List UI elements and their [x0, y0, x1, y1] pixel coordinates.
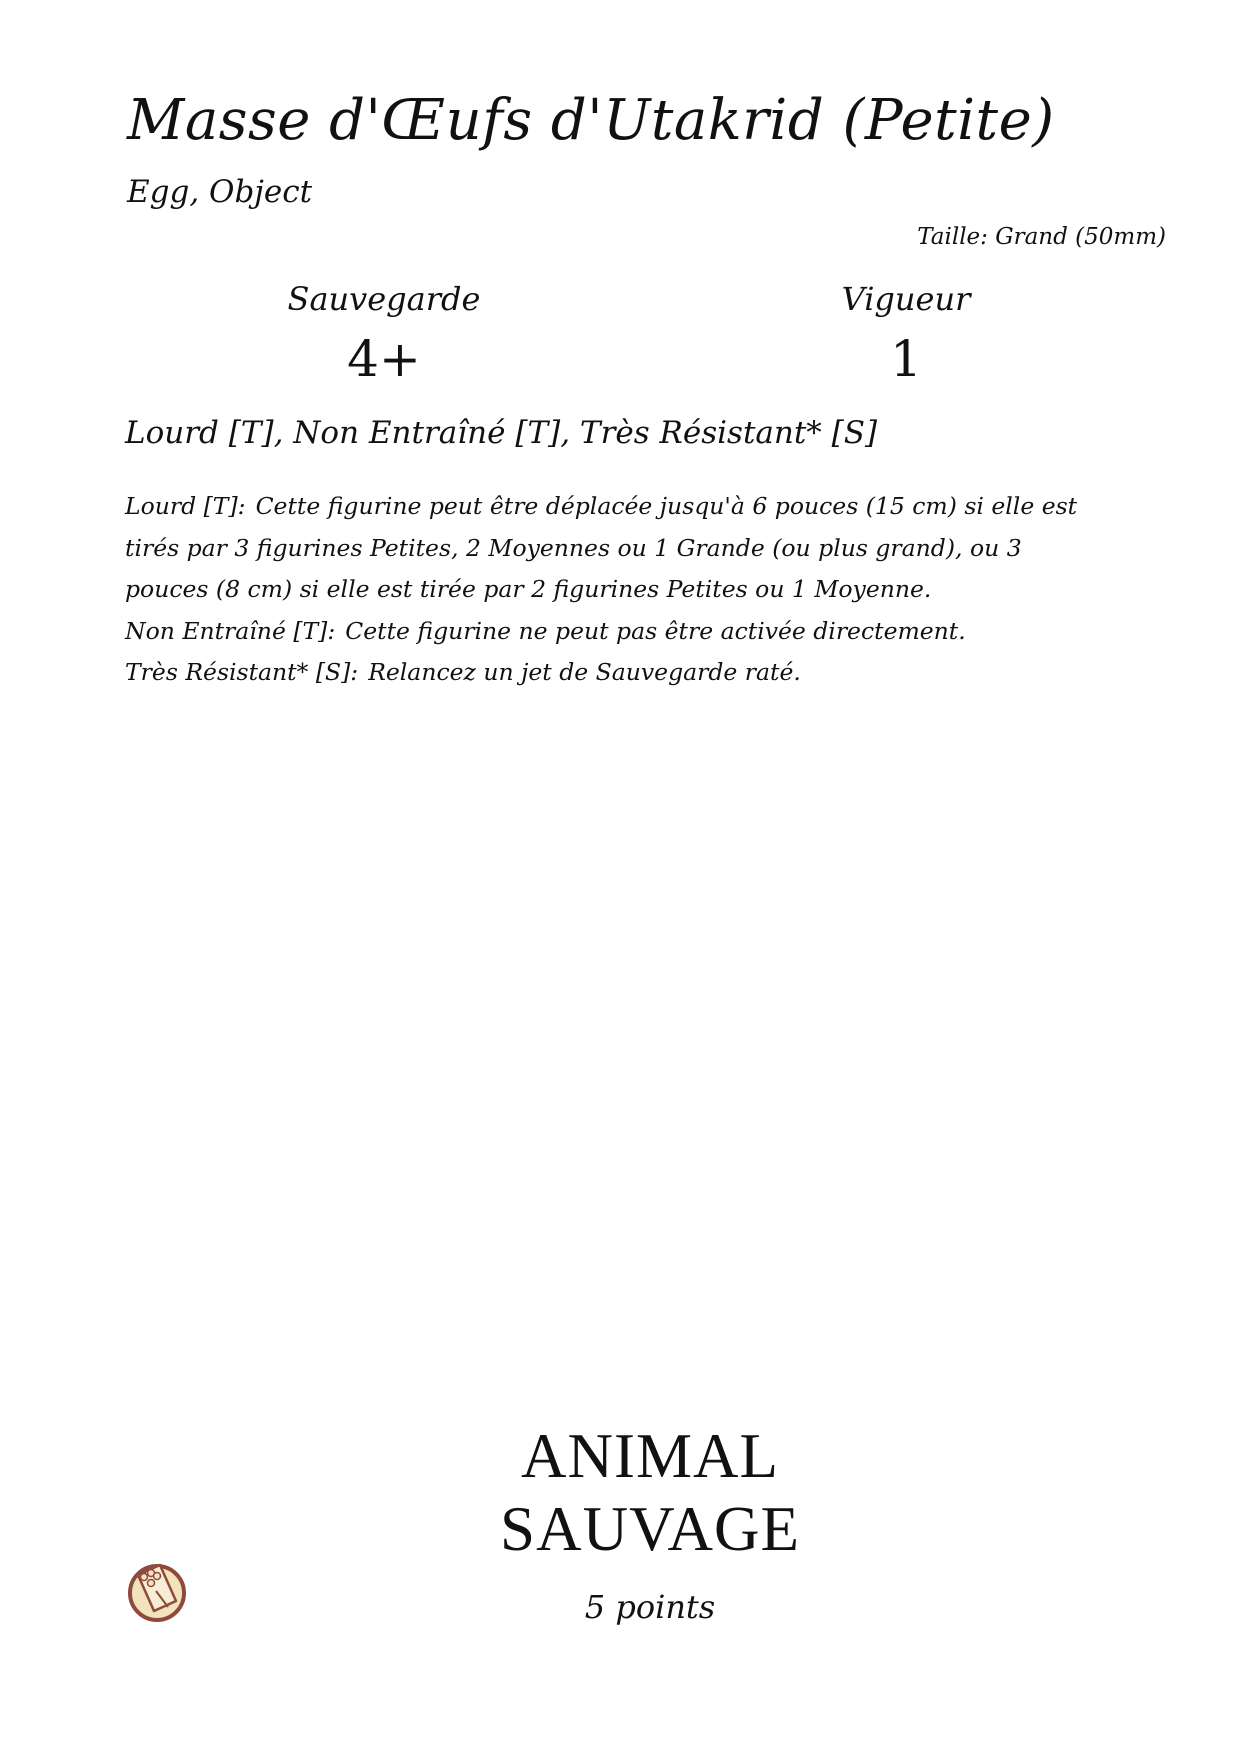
stat-value-vigour: 1: [890, 330, 922, 388]
stat-label-save: Sauvegarde: [287, 280, 481, 318]
stat-value-save: 4+: [347, 330, 421, 388]
rule-name: Lourd [T]:: [125, 492, 246, 520]
faction-line-2: SAUVAGE: [500, 1494, 800, 1564]
card-title: Masse d'Œufs d'Utakrid (Petite): [127, 88, 1055, 153]
card-subtitle: Egg, Object: [127, 174, 313, 210]
rule-very-resilient: [125, 652, 1085, 694]
wild-animal-faction-icon: [124, 1557, 190, 1623]
rule-name: Très Résistant* [S]:: [125, 658, 359, 686]
rule-text: Cette figurine peut être déplacée jusqu'à 6 pouces (15 cm) si elle est tirés par 3 figurines Petites, 2 Moyennes ou 1 Grande (ou plus grand), ou 3 pouces (8 cm) si elle est tirée par 2 figurines Petites ou 1 Moyenne.: [125, 492, 1078, 603]
stat-label-vigour: Vigueur: [841, 280, 971, 318]
model-size: Taille: Grand (50mm): [917, 224, 1166, 250]
rule-text: Cette figurine ne peut pas être activée directement.: [345, 616, 966, 645]
points-cost: 5 points: [584, 1588, 716, 1626]
rule-heavy: [125, 486, 1085, 611]
faction-line-1: ANIMAL: [521, 1421, 779, 1491]
rules-list: [125, 486, 1085, 694]
keywords-line: Lourd [T], Non Entraîné [T], Très Résistant* [S]: [125, 415, 878, 451]
rule-name: Non Entraîné [T]:: [125, 616, 336, 645]
rule-untrained: [125, 611, 1085, 653]
faction-name: [420, 1420, 880, 1566]
rule-text: Relancez un jet de Sauvegarde raté.: [368, 658, 801, 686]
